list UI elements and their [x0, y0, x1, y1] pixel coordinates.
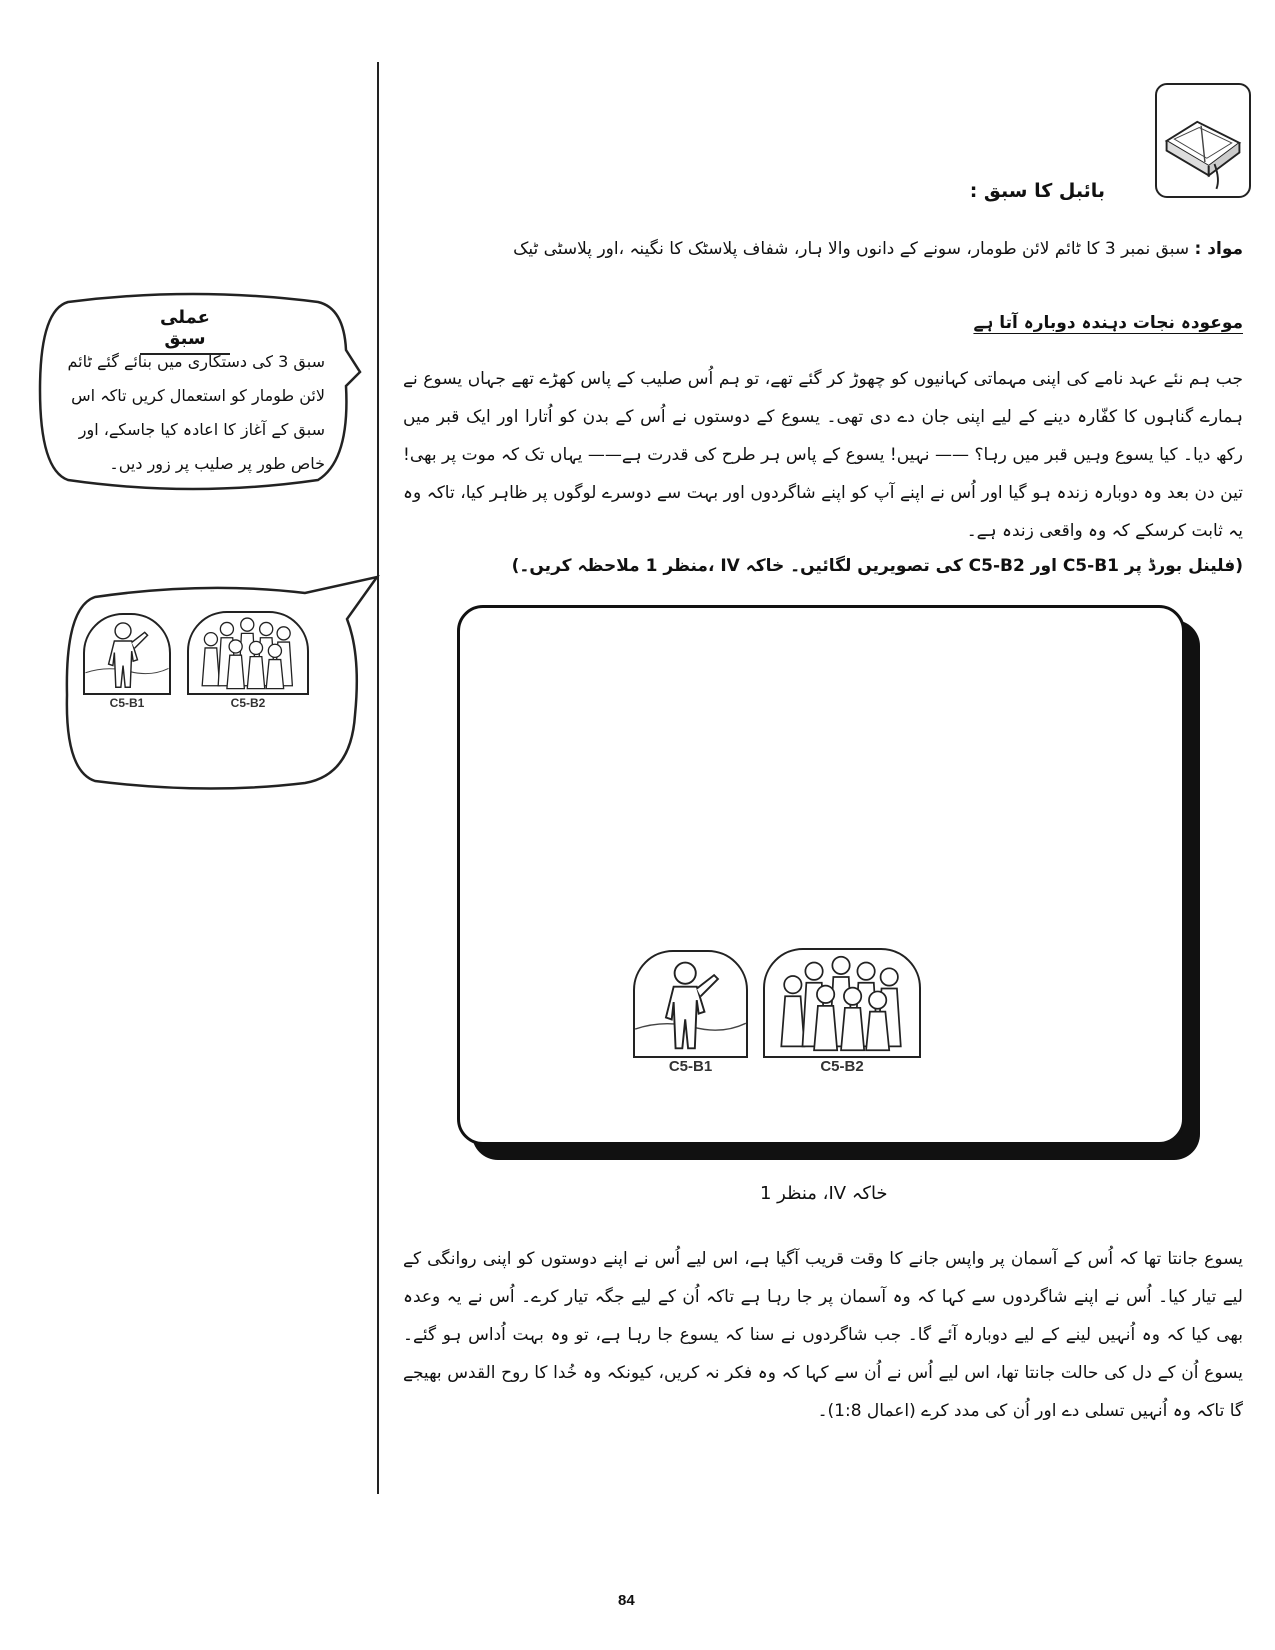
page-number: 84: [618, 1592, 635, 1609]
materials-label: مواد :: [1194, 239, 1243, 259]
scene-disciples-group-icon: [763, 948, 921, 1058]
callout-disciples-group-icon: [187, 611, 309, 695]
section-title: موعودہ نجات دہندہ دوبارہ آتا ہے: [973, 313, 1243, 333]
callout-label-c5-b2: C5-B2: [230, 696, 266, 710]
paragraph-2: یسوع جانتا تھا کہ اُس کے آسمان پر واپس جانے کا وقت قریب آگیا ہے، اس لیے اُس نے اپنے دوستوں کو اپنی روانگی کے لیے تیار کیا۔ اُس نے اپنے شاگردوں سے کہا کہ وہ آسمان پر جا رہا ہے تاکہ اُن کے لیے جگہ تیار کرے۔ اُس نے یہ وعدہ بھی کیا کہ وہ اُنہیں لینے کے لیے دوبارہ آئے گا۔ جب شاگردوں نے سنا کہ یسوع جا رہا ہے، تو وہ بہت اُداس ہو گئے۔ یسوع اُن کے دل کی حالت جانتا تھا، اس لیے اُس نے اُن سے کہا کہ وہ فکر نہ کریں، کیونکہ وہ خُدا کا روح القدس بھیجے گا تاکہ وہ اُنہیں تسلی دے اور اُن کی مدد کرے (اعمال 1:8)۔: [403, 1249, 1243, 1421]
callout-1-body: سبق 3 کی دستکاری میں بنائے گئے ٹائم لائن طومار کو استعمال کریں تاکہ اس سبق کے آغاز کا اعادہ کیا جاسکے، اور خاص طور پر صلیب پر زور دیں۔: [67, 352, 325, 473]
scene-label-c5-b2: C5-B2: [820, 1058, 864, 1075]
lesson-heading: بائبل کا سبق :: [969, 180, 1105, 202]
materials-text: سبق نمبر 3 کا ٹائم لائن طومار، سونے کے دانوں والا ہار، شفاف پلاسٹک کا نگینہ ،اور پلاسٹی ٹیک: [513, 239, 1190, 259]
materials-line: [403, 238, 1243, 259]
flannelboard-instruction: (فلینل بورڈ پر C5-B1 اور C5-B2 کی تصویریں لگائیں۔ خاکہ IV ،منظر 1 ملاحظہ کریں۔): [511, 556, 1243, 576]
callout-label-c5-b1: C5-B1: [109, 696, 145, 710]
callout-jesus-figure-icon: [83, 613, 171, 695]
scene-label-c5-b1: C5-B1: [668, 1058, 713, 1075]
scene-jesus-figure-icon: [633, 950, 748, 1058]
callout-1-title: عملی سبق: [140, 307, 230, 355]
open-bible-icon: [1155, 83, 1251, 198]
scene-caption: خاکہ IV، منظر 1: [760, 1183, 888, 1204]
paragraph-1: جب ہم نئے عہد نامے کی اپنی مہماتی کہانیوں کو چھوڑ کر گئے تھے، تو ہم اُس صلیب کے پاس کھڑے تھے جہاں یسوع نے ہمارے گناہوں کا کفّارہ دینے کے لیے اپنی جان دے دی تھی۔ یسوع کے دوستوں نے اُس کے بدن کو اُتارا اور ایک قبر میں رکھ دیا۔ کیا یسوع وہیں قبر میں رہا؟ —— نہیں! یسوع کے پاس ہر طرح کی قدرت ہے—— یہاں تک کہ موت پر بھی! تین دن بعد وہ دوبارہ زندہ ہو گیا اور اُس نے اپنے آپ کو اپنے شاگردوں اور بہت سے دوسرے لوگوں پر ظاہر کیا، تاکہ وہ یہ ثابت کرسکے کہ وہ واقعی زندہ ہے۔: [403, 369, 1243, 541]
